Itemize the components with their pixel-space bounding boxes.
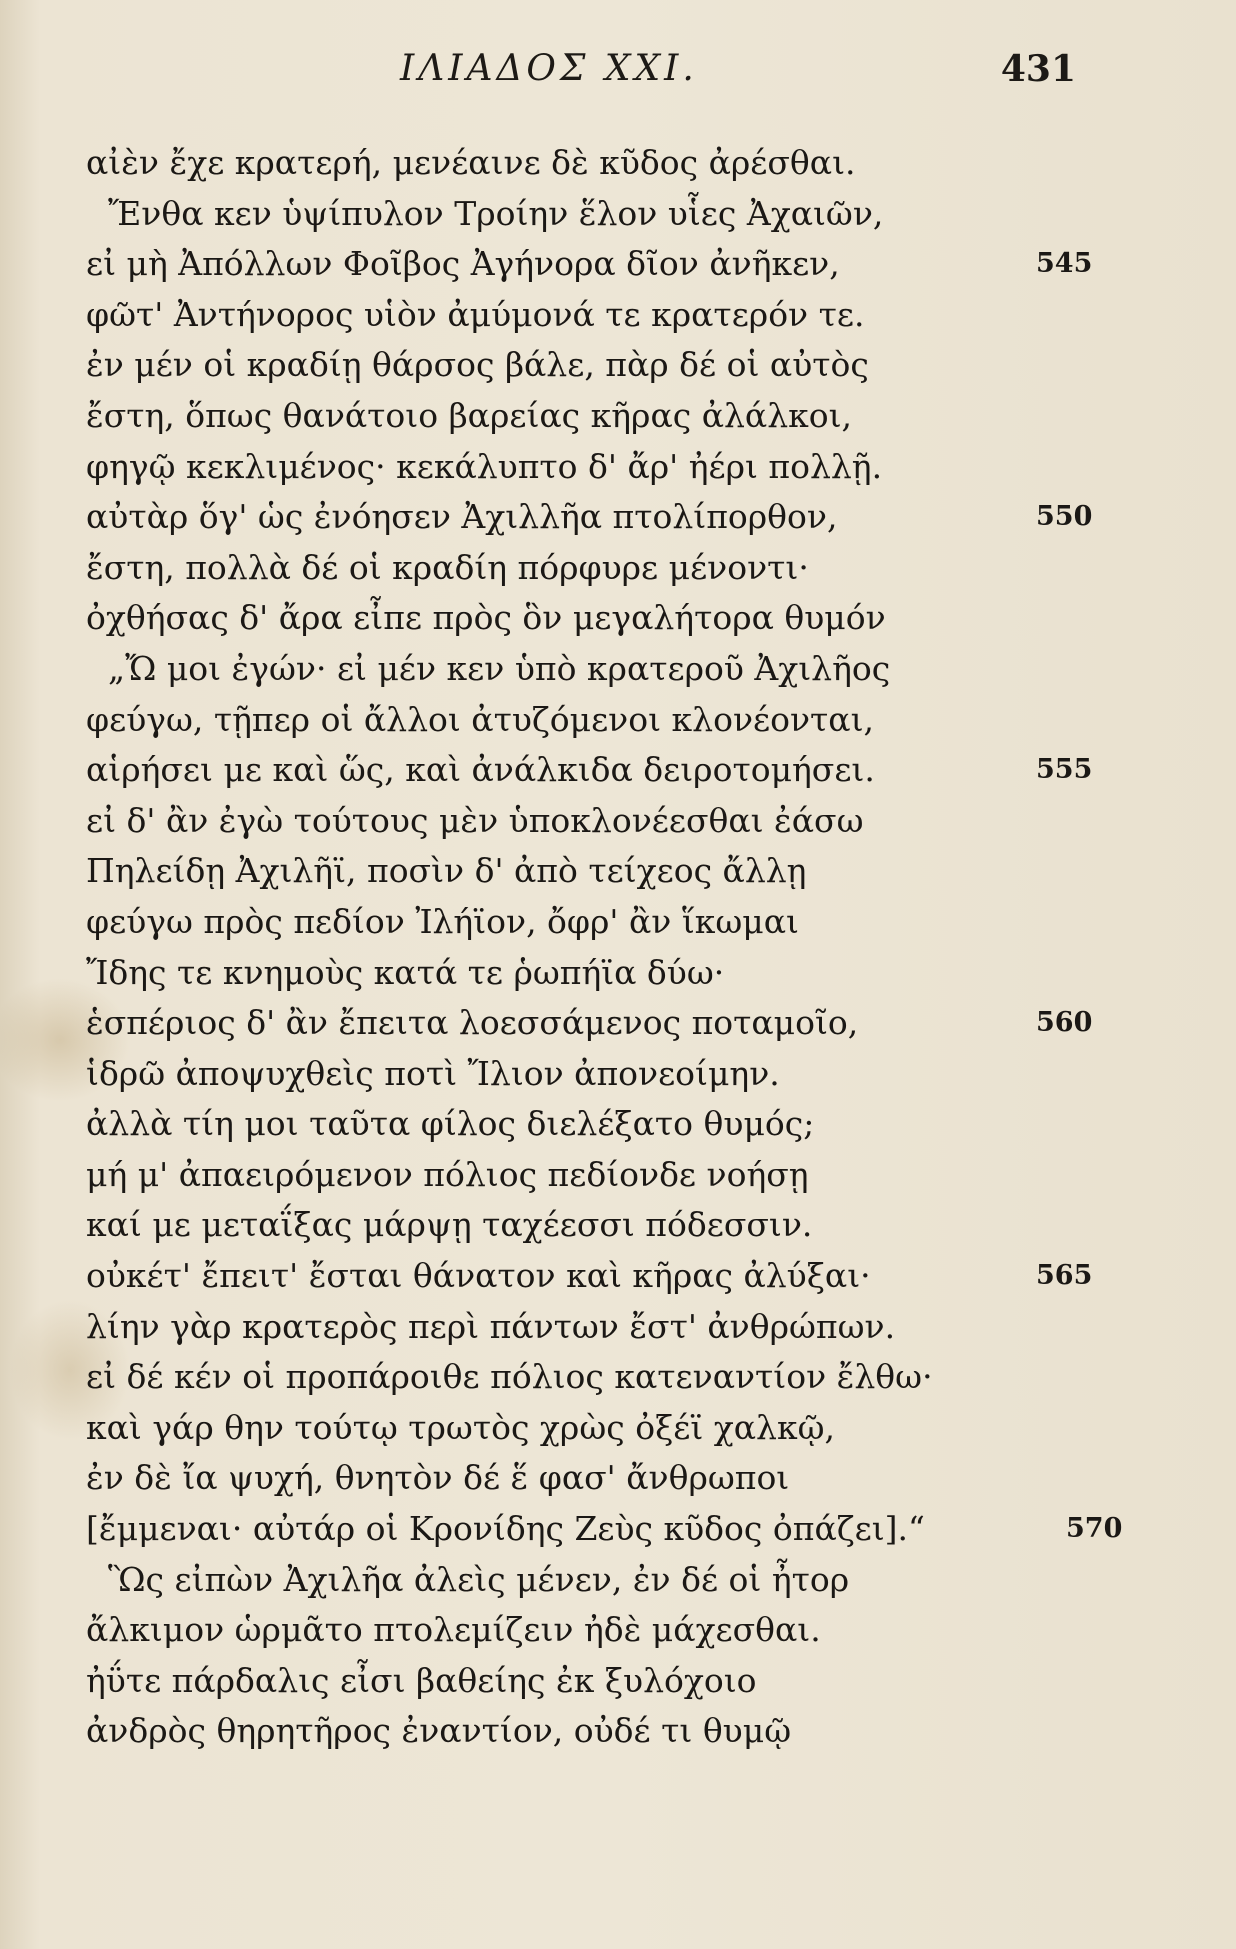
line-number: 565 — [1036, 1260, 1093, 1292]
verse-line — [86, 1251, 1146, 1302]
verse-line — [86, 695, 1146, 746]
verse-text: Ἔνθα κεν ὑψίπυλον Τροίην ἕλον υἷες Ἀχαιῶν, — [108, 193, 884, 233]
line-number: 555 — [1036, 754, 1093, 786]
verse-line — [86, 745, 1146, 796]
verse-text: Πηλείδῃ Ἀχιλῆϊ, ποσὶν δ' ἀπὸ τείχεος ἄλλῃ — [86, 851, 807, 891]
page-header — [0, 40, 1236, 100]
verse-line — [86, 1049, 1146, 1100]
verse-line — [86, 948, 1146, 999]
verse-text: ἐν δὲ ἴα ψυχή, θνητὸν δέ ἕ φασ' ἄνθρωποι — [86, 1458, 790, 1498]
verse-line — [86, 189, 1146, 240]
verse-text: μή μ' ἀπαειρόμενον πόλιος πεδίονδε νοήσῃ — [86, 1154, 809, 1194]
verse-line — [86, 1099, 1146, 1150]
verse-text: ἀνδρὸς θηρητῆρος ἐναντίον, οὐδέ τι θυμῷ — [86, 1711, 792, 1751]
verse-line — [86, 1403, 1146, 1454]
verse-line — [86, 543, 1146, 594]
verse-text: ἠΰτε πάρδαλις εἶσι βαθείης ἐκ ξυλόχοιο — [86, 1660, 757, 1700]
verse-line — [86, 1200, 1146, 1251]
verse-line — [86, 290, 1146, 341]
verse-line — [86, 1352, 1146, 1403]
verse-line — [86, 391, 1146, 442]
verse-text: ἀλλὰ τίη μοι ταῦτα φίλος διελέξατο θυμός; — [86, 1104, 815, 1144]
verse-text: Ἴδης τε κνημοὺς κατά τε ῥωπήϊα δύω· — [86, 952, 725, 992]
verse-text: „Ὤ μοι ἐγών· εἰ μέν κεν ὑπὸ κρατεροῦ Ἀχιλῆος — [108, 648, 891, 688]
verse-line — [86, 897, 1146, 948]
verse-text: ὀχθήσας δ' ἄρα εἶπε πρὸς ὃν μεγαλήτορα θυμόν — [86, 598, 886, 638]
verse-text: ἔστη, πολλὰ δέ οἱ κραδίη πόρφυρε μένοντι· — [86, 547, 809, 587]
verse-block — [86, 138, 1146, 1757]
verse-line — [86, 138, 1146, 189]
verse-line — [86, 1656, 1146, 1707]
verse-line — [86, 1706, 1146, 1757]
page-number: 431 — [1000, 48, 1076, 90]
verse-text: ἔστη, ὅπως θανάτοιο βαρείας κῆρας ἀλάλκοι, — [86, 395, 853, 435]
verse-text: καὶ γάρ θην τούτῳ τρωτὸς χρὼς ὀξέϊ χαλκῷ, — [86, 1407, 835, 1447]
verse-text: Ὣς εἰπὼν Ἀχιλῆα ἀλεὶς μένεν, ἐν δέ οἱ ἦτορ — [108, 1559, 850, 1599]
verse-line — [86, 1605, 1146, 1656]
verse-text: φεύγω, τῇπερ οἱ ἄλλοι ἀτυζόμενοι κλονέονται, — [86, 699, 875, 739]
running-title: ΙΛΙΑΔΟΣ XXI. — [400, 48, 698, 89]
verse-text: εἰ δέ κέν οἱ προπάροιθε πόλιος κατεναντίον ἔλθω· — [86, 1357, 933, 1397]
verse-line — [86, 1150, 1146, 1201]
verse-line — [86, 1504, 1146, 1555]
verse-text: ἐν μέν οἱ κραδίῃ θάρσος βάλε, πὰρ δέ οἱ αὐτὸς — [86, 345, 869, 385]
line-number: 550 — [1036, 501, 1093, 533]
verse-text: αὐτὰρ ὅγ' ὡς ἐνόησεν Ἀχιλλῆα πτολίπορθον, — [86, 497, 838, 537]
verse-line — [86, 593, 1146, 644]
verse-line — [86, 442, 1146, 493]
verse-text: φεύγω πρὸς πεδίον Ἰλήϊον, ὄφρ' ἂν ἵκωμαι — [86, 901, 799, 941]
verse-text: εἰ δ' ἂν ἐγὼ τούτους μὲν ὑποκλονέεσθαι ἐάσω — [86, 800, 864, 840]
verse-line — [86, 1302, 1146, 1353]
verse-text: αἰὲν ἔχε κρατερή, μενέαινε δὲ κῦδος ἀρέσθαι. — [86, 143, 856, 182]
verse-line — [86, 644, 1146, 695]
verse-text: λίην γὰρ κρατερὸς περὶ πάντων ἔστ' ἀνθρώπων. — [86, 1306, 896, 1346]
verse-text: [ἔμμεναι· αὐτάρ οἱ Κρονίδης Ζεὺς κῦδος ὀπάζει].“ — [86, 1509, 925, 1549]
verse-text: αἱρήσει με καὶ ὥς, καὶ ἀνάλκιδα δειροτομήσει. — [86, 750, 875, 790]
verse-text: καί με μεταΐξας μάρψῃ ταχέεσσι πόδεσσιν. — [86, 1205, 813, 1245]
verse-text: φηγῷ κεκλιμένος· κεκάλυπτο δ' ἄρ' ἠέρι πολλῇ. — [86, 446, 883, 486]
verse-line — [86, 1453, 1146, 1504]
verse-line — [86, 846, 1146, 897]
line-number: 570 — [1066, 1513, 1123, 1545]
verse-text: εἰ μὴ Ἀπόλλων Φοῖβος Ἀγήνορα δῖον ἀνῆκεν, — [86, 244, 840, 284]
verse-text: ἄλκιμον ὡρμᾶτο πτολεμίζειν ἠδὲ μάχεσθαι. — [86, 1610, 821, 1650]
verse-line — [86, 340, 1146, 391]
verse-line — [86, 1555, 1146, 1606]
verse-text: φῶτ' Ἀντήνορος υἱὸν ἀμύμονά τε κρατερόν τε. — [86, 294, 865, 334]
verse-text: ἱδρῶ ἀποψυχθεὶς ποτὶ Ἴλιον ἀπονεοίμην. — [86, 1053, 780, 1093]
verse-line — [86, 492, 1146, 543]
line-number: 545 — [1036, 248, 1093, 280]
verse-line — [86, 796, 1146, 847]
verse-text: οὐκέτ' ἔπειτ' ἔσται θάνατον καὶ κῆρας ἀλύξαι· — [86, 1256, 871, 1296]
verse-line — [86, 998, 1146, 1049]
verse-text: ἑσπέριος δ' ἂν ἔπειτα λοεσσάμενος ποταμοῖο, — [86, 1003, 859, 1043]
line-number: 560 — [1036, 1007, 1093, 1039]
verse-line — [86, 239, 1146, 290]
